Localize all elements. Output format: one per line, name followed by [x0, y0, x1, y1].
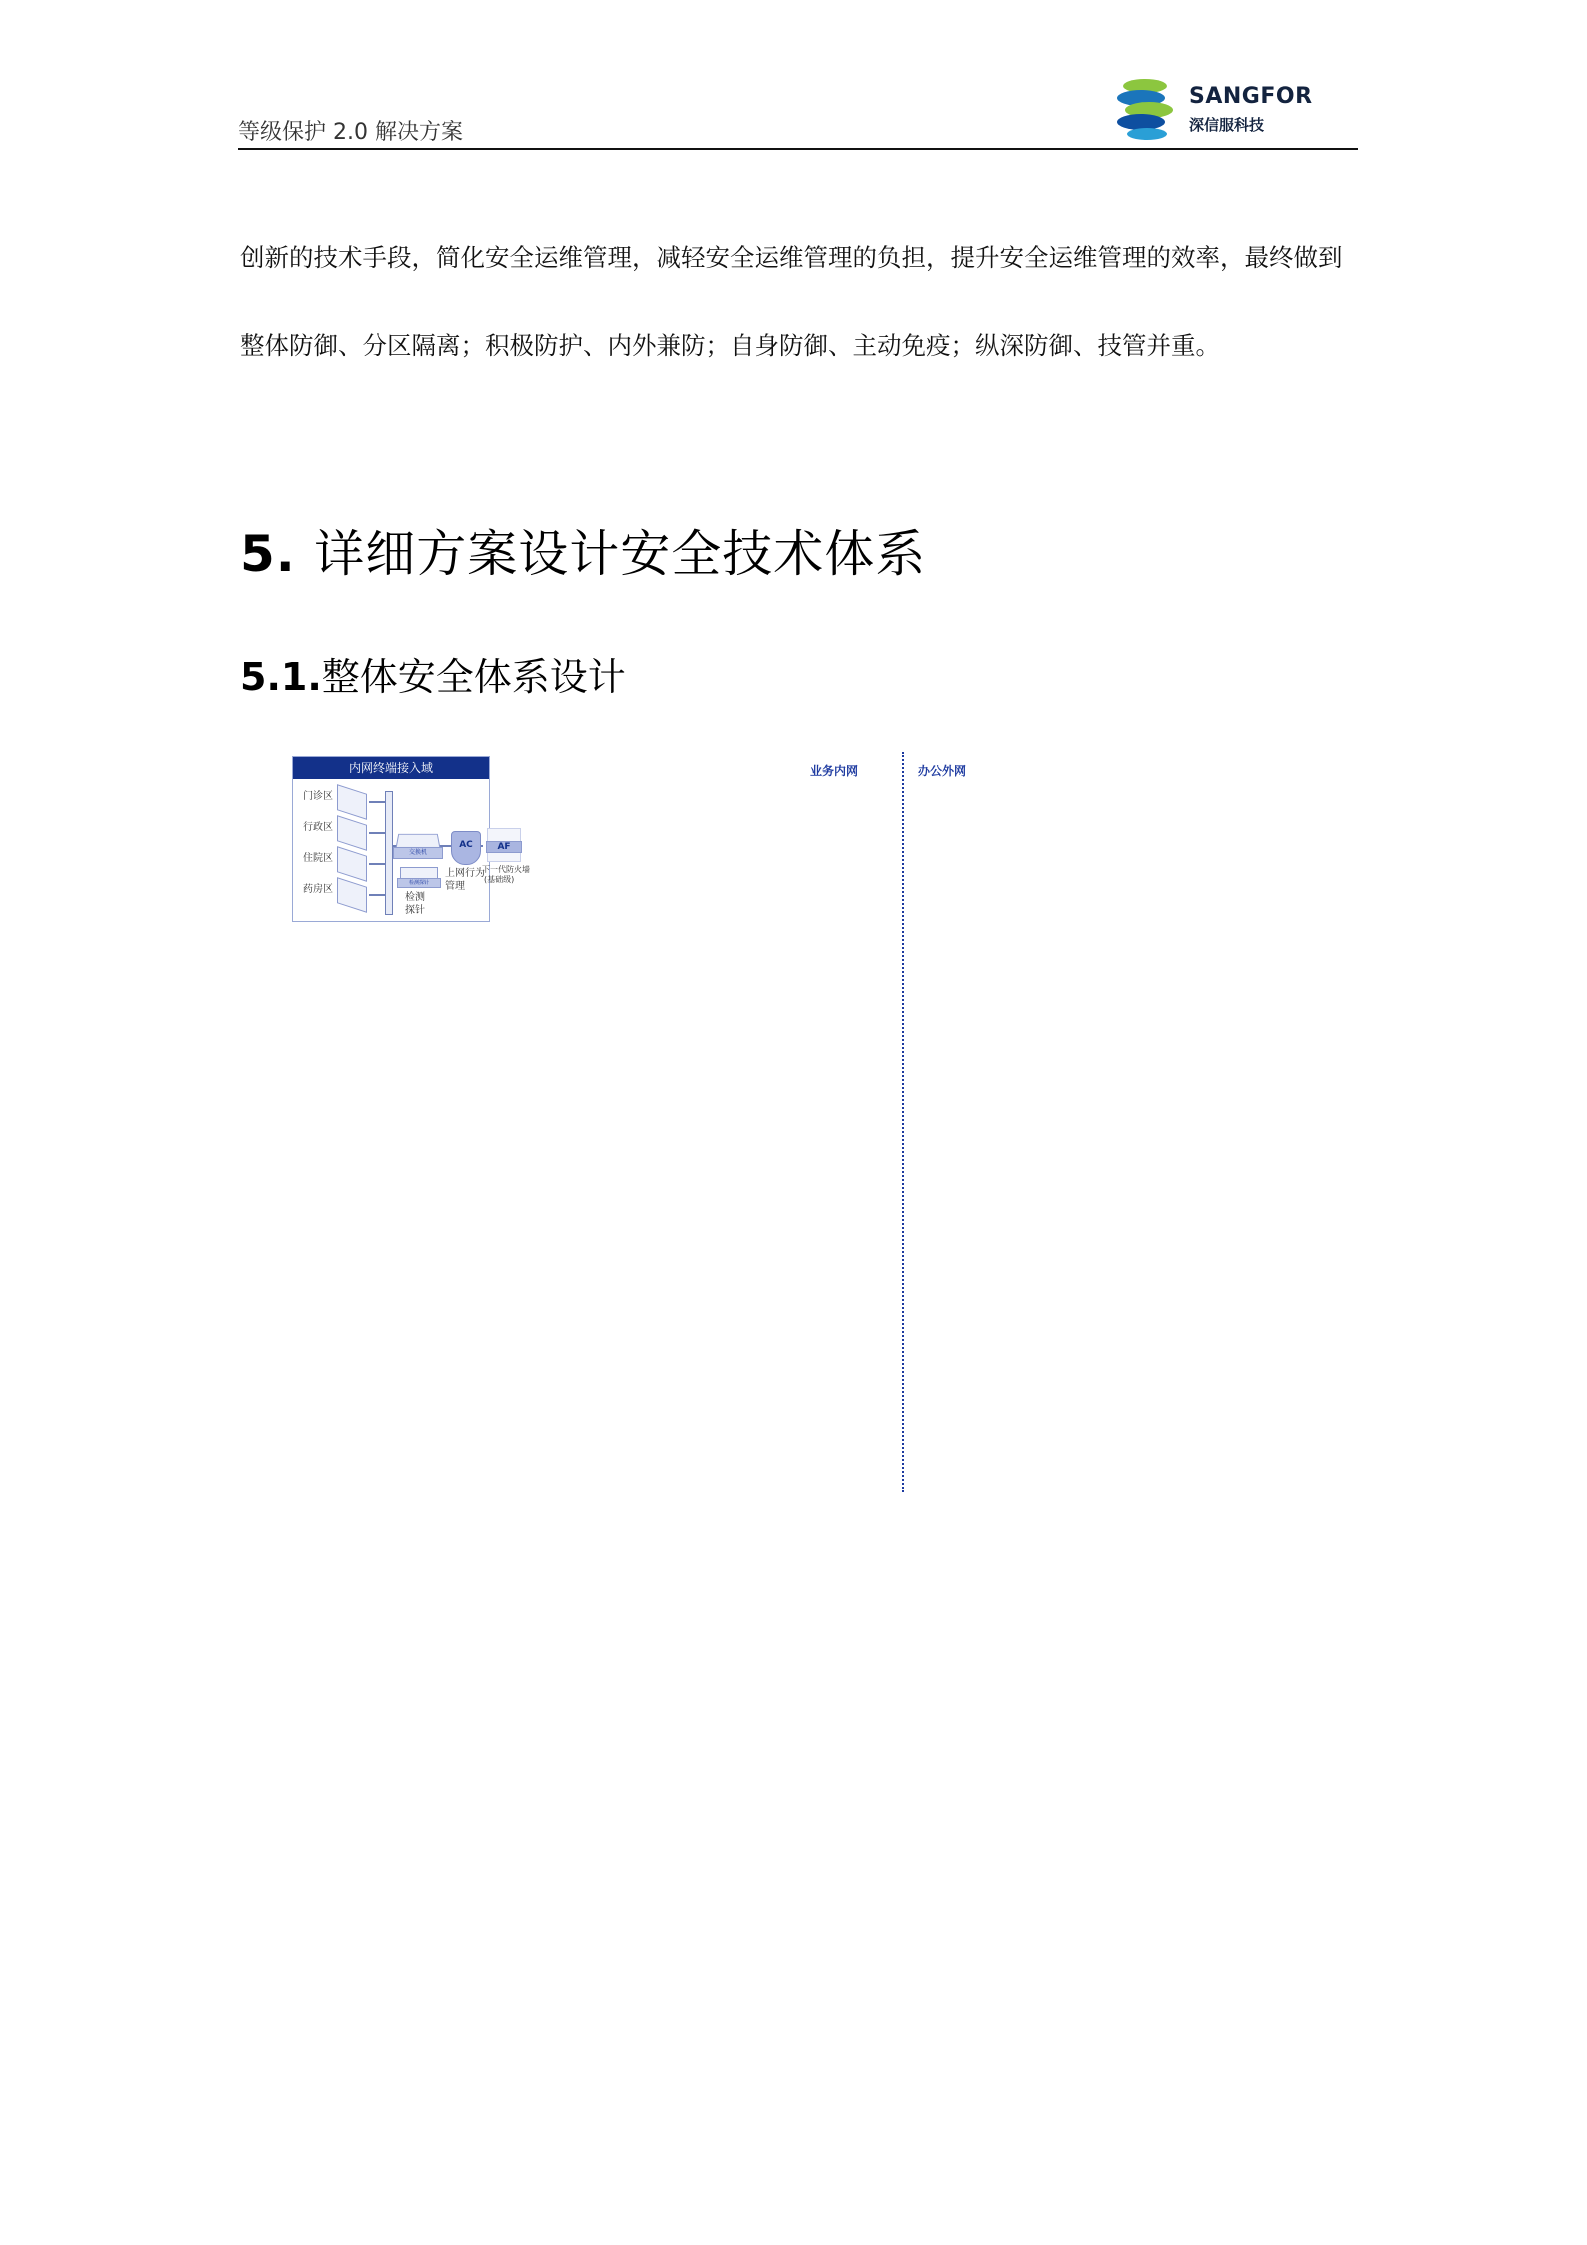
heading-2-text: 整体安全体系设计	[321, 655, 626, 699]
network-divider	[902, 752, 904, 1492]
pc-icon	[337, 815, 367, 851]
switch-icon: 交换机	[393, 833, 443, 859]
sangfor-logo	[1113, 74, 1328, 142]
probe-label: 检测探针	[405, 892, 425, 916]
header-rule	[238, 148, 1358, 150]
ac-icon: AC	[451, 831, 481, 865]
ac-label: 上网行为管理	[445, 868, 485, 892]
intro-paragraph: 创新的技术手段，简化安全运维管理，减轻安全运维管理的负担，提升安全运维管理的效率，最终做到整体防御、分区隔离；积极防护、内外兼防；自身防御、主动免疫；纵深防御、技管并重。	[240, 243, 1343, 360]
page-header	[238, 70, 1358, 150]
bus-icon	[385, 791, 393, 915]
document-title: 等级保护 2.0 解决方案	[238, 120, 463, 145]
logo-name: SANGFOR	[1189, 84, 1313, 109]
heading-2-number: 5.1.	[240, 655, 322, 699]
af-label: 下一代防火墙	[482, 865, 530, 874]
af-level: (基础级)	[484, 875, 515, 884]
pc-icon	[337, 846, 367, 882]
firewall-icon: AF	[487, 828, 521, 862]
extranet-label: 办公外网	[918, 764, 967, 778]
heading-1-number: 5.	[240, 525, 296, 583]
heading-2	[240, 646, 626, 701]
intranet-label: 业务内网	[810, 764, 859, 778]
area-label: 行政区	[303, 822, 333, 833]
heading-1-text: 详细方案设计安全技术体系	[314, 525, 927, 583]
zone-title: 内网终端接入域	[293, 757, 489, 779]
area-label: 门诊区	[303, 791, 333, 802]
sangfor-logo-icon	[1113, 74, 1177, 142]
pc-icon	[337, 877, 367, 913]
pc-icon	[337, 784, 367, 820]
probe-icon: 检测探针	[397, 867, 441, 889]
logo-subtitle: 深信服科技	[1189, 116, 1265, 134]
area-label: 药房区	[303, 884, 333, 895]
security-architecture-diagram	[290, 752, 1430, 1492]
heading-1	[240, 514, 926, 586]
zone-intranet-terminal	[292, 756, 490, 922]
area-label: 住院区	[303, 853, 333, 864]
